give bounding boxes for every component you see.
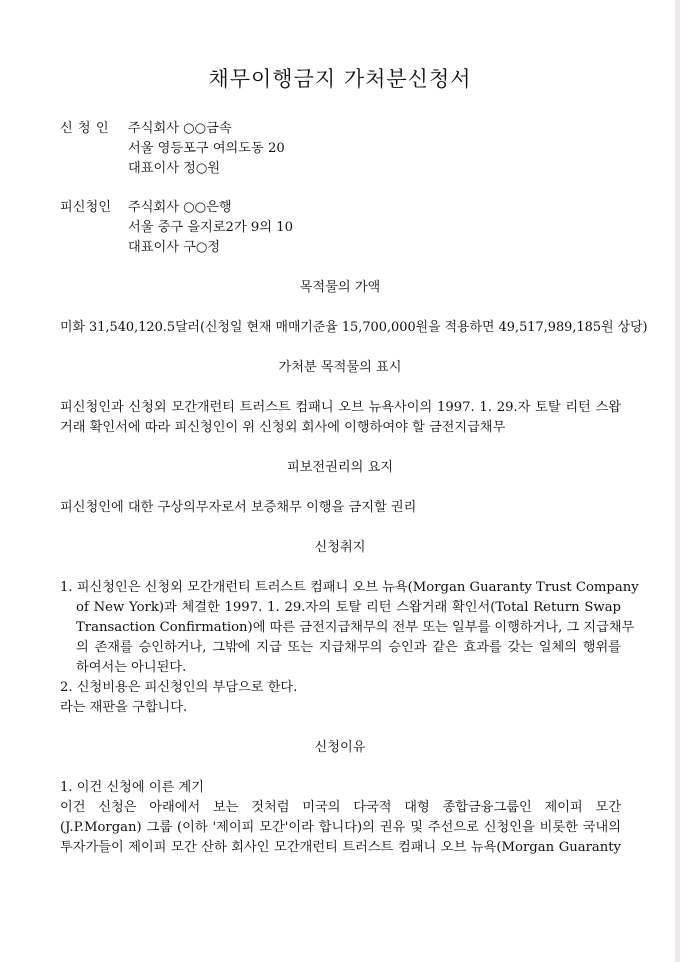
- reason-heading: 신청이유: [314, 740, 366, 755]
- applicant-address: 서울 영등포구 여의도동 20: [128, 141, 285, 156]
- purpose-item1-line-5: 하여서는 아니된다.: [76, 660, 187, 675]
- purpose-closing: 라는 재판을 구합니다.: [60, 700, 188, 715]
- page-edge: [675, 0, 680, 962]
- applicant-representative: 대표이사 정○원: [128, 161, 221, 176]
- purpose-item1-line-3: Transaction Confirmation)에 따른 금전지급채무의 전부 또는 일부를 이행하거나, 그 지급채무: [76, 620, 635, 635]
- applicant-name: 주식회사 ○○금속: [128, 121, 232, 136]
- object-line-1: 피신청인과 신청외 모간개런티 트러스트 컴패니 오브 뉴욕사이의 1997. 1. 29.자 토탈 리턴 스왑: [60, 400, 621, 415]
- respondent-label: 피신청인: [60, 200, 111, 215]
- value-text: 미화 31,540,120.5달러(신청일 현재 매매기준율 15,700,000원을 적용하면 49,517,989,185원 상당): [60, 320, 648, 335]
- respondent-name: 주식회사 ○○은행: [128, 200, 232, 215]
- purpose-heading: 신청취지: [314, 540, 366, 555]
- purpose-item1-line-2: of New York)과 체결한 1997. 1. 29.자의 토탈 리턴 스왑거래 확인서(Total Return Swap: [76, 600, 621, 615]
- reason-line-1: 이건 신청은 아래에서 보는 것처럼 미국의 다국적 대형 종합금융그룹인 제이피 모간: [60, 800, 621, 815]
- purpose-item1-line-4: 의 존재를 승인하거나, 그밖에 지급 또는 지급채무의 승인과 같은 효과를 갖는 일체의 행위를: [76, 640, 621, 655]
- respondent-representative: 대표이사 구○정: [128, 240, 221, 255]
- purpose-item1-line-1: 1. 피신청인은 신청외 모간개런티 트러스트 컴패니 오브 뉴욕(Morgan Guaranty Trust Company: [60, 580, 639, 595]
- document-title: 채무이행금지 가처분신청서: [208, 67, 472, 91]
- object-heading: 가처분 목적물의 표시: [278, 360, 402, 375]
- value-heading: 목적물의 가액: [299, 280, 381, 295]
- reason-subheading-1: 1. 이건 신청에 이른 계기: [60, 780, 205, 795]
- reason-line-2: (J.P.Morgan) 그룹 (이하 '제이피 모간'이라 합니다)의 권유 및 주선으로 신청인을 비롯한 국내의: [60, 820, 621, 835]
- purpose-item2: 2. 신청비용은 피신청인의 부담으로 한다.: [60, 680, 298, 695]
- object-line-2: 거래 확인서에 따라 피신청인이 위 신청외 회사에 이행하여야 할 금전지급채무: [60, 420, 506, 435]
- reason-line-3: 투자가들이 제이피 모간 산하 회사인 모간개런티 트러스트 컴패니 오브 뉴욕(Morgan Guaranty: [60, 840, 621, 855]
- right-heading: 피보전권리의 요지: [286, 460, 394, 475]
- right-text: 피신청인에 대한 구상의무자로서 보증채무 이행을 금지할 권리: [60, 500, 417, 515]
- applicant-label: 신 청 인: [60, 121, 110, 136]
- respondent-address: 서울 중구 을지로2가 9의 10: [128, 220, 293, 235]
